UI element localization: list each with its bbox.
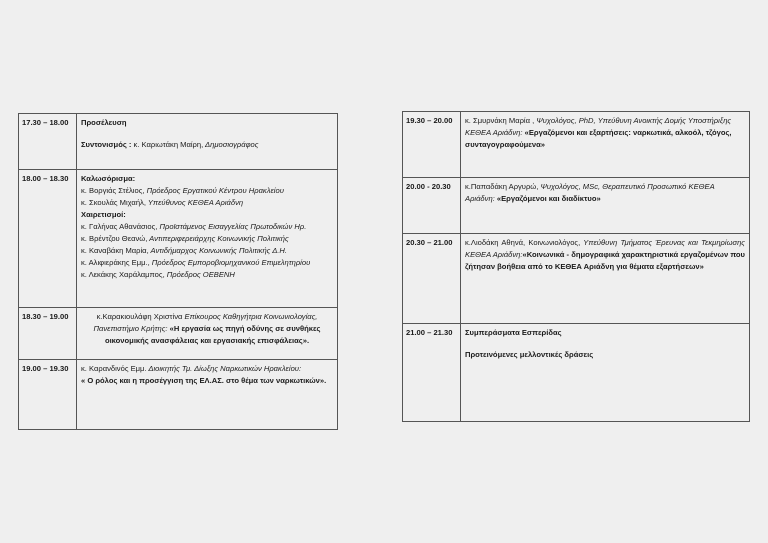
greeting-speaker: κ. Αλιφιεράκης Εμμ., Πρόεδρος Εμποροβιομηχανικού Επιμελητηρίου xyxy=(81,258,311,267)
greetings-heading: Χαιρετισμοί: xyxy=(81,210,126,219)
welcome-heading: Καλωσόρισμα: xyxy=(81,174,136,183)
time-cell: 18.30 – 19.00 xyxy=(19,308,77,360)
greeting-speaker: κ. Καναβάκη Μαρία, Αντιδήμαρχος Κοινωνικής Πολιτικής Δ.Η. xyxy=(81,246,287,255)
session-cell xyxy=(77,114,338,170)
time-cell: 18.00 – 18.30 xyxy=(19,170,77,308)
table-row xyxy=(403,178,750,234)
right-schedule-table xyxy=(402,111,750,422)
session-title: Προσέλευση xyxy=(81,118,127,127)
table-row xyxy=(403,324,750,422)
welcome-speaker: κ. Βοργιάς Στέλιος, Πρόεδρος Εργατικού Κέντρου Ηρακλείου xyxy=(81,186,284,195)
session-cell xyxy=(77,360,338,430)
greeting-speaker: κ. Λεκάκης Χαράλαμπος, Πρόεδρος ΟΕΒΕΝΗ xyxy=(81,270,235,279)
greeting-speaker: κ. Βρέντζου Θεανώ, Αντιπεριφερειάρχης Κοινωνικής Πολιτικής xyxy=(81,234,289,243)
talk-title: « Ο ρόλος και η προσέγγιση της ΕΛ.ΑΣ. στο θέμα των ναρκωτικών». xyxy=(81,376,327,385)
speaker-role: Διοικητής Τμ. Δίωξης Ναρκωτικών Ηρακλείου: xyxy=(146,364,302,373)
session-cell xyxy=(461,234,750,324)
time-cell: 21.00 – 21.30 xyxy=(403,324,461,422)
speaker-name: κ. Σμυρνάκη Μαρία , xyxy=(465,116,535,125)
talk-title: «Η εργασία ως πηγή οδύνης σε συνθήκες οικονομικής ανασφάλειας και εργασιακής επισφάλειας». xyxy=(104,324,321,345)
session-cell xyxy=(77,170,338,308)
table-row xyxy=(19,114,338,170)
left-schedule-table xyxy=(18,113,338,430)
time-cell: 20.00 - 20.30 xyxy=(403,178,461,234)
table-row xyxy=(403,112,750,178)
session-subtitle: Προτεινόμενες μελλοντικές δράσεις xyxy=(465,350,594,359)
speaker-name: κ.Παπαδάκη Αργυρώ, xyxy=(465,182,539,191)
time-cell: 17.30 – 18.00 xyxy=(19,114,77,170)
speaker-role: Υπεύθυνη Τμήματος Έρευνας και Τεκμηρίωσης ΚΕΘΕΑ Αριάδνη: xyxy=(465,238,745,259)
time-cell: 19.30 – 20.00 xyxy=(403,112,461,178)
greeting-speaker: κ. Γαλήνας Αθανάσιος, Προϊστάμενος Εισαγγελίας Πρωτοδικών Ηρ. xyxy=(81,222,307,231)
speaker-name: κ. Καρανδινός Εμμ. xyxy=(81,364,147,373)
talk-title: «Κοινωνικά - δημογραφικά χαρακτηριστικά εργαζομένων που ζήτησαν βοήθεια από το ΚΕΘΕΑ Αριάδνη για θέματα εξαρτήσεων» xyxy=(465,250,745,271)
welcome-speaker: κ. Σκουλάς Μιχαήλ, Υπεύθυνος ΚΕΘΕΑ Αριάδνη xyxy=(81,198,244,207)
time-cell: 19.00 – 19.30 xyxy=(19,360,77,430)
session-cell xyxy=(461,112,750,178)
table-row xyxy=(19,308,338,360)
moderator-line: Συντονισμός : κ. Καριωτάκη Μαίρη, Δημοσιογράφος xyxy=(81,140,259,149)
table-row xyxy=(19,170,338,308)
speaker-role: Ψυχολόγος, PhD, Υπεύθυνη Ανοικτής Δομής Υποστήριξης ΚΕΘΕΑ Αριάδνη: xyxy=(465,116,732,137)
speaker-role: Επίκουρος Καθηγήτρια Κοινωνιολογίας, xyxy=(182,312,318,321)
talk-title: «Εργαζόμενοι και εξαρτήσεις: ναρκωτικά, αλκοόλ, τζόγος, συνταγογραφούμενα» xyxy=(465,128,732,149)
table-row xyxy=(19,360,338,430)
time-cell: 20.30 – 21.00 xyxy=(403,234,461,324)
session-cell xyxy=(77,308,338,360)
speaker-role: Ψυχολόγος, MSc, Θεραπευτικό Προσωπικό ΚΕΘΕΑ Αριάδνη: xyxy=(465,182,715,203)
speaker-name: κ.Καρακιουλάφη Χριστίνα xyxy=(96,312,183,321)
speaker-name: κ.Λιοδάκη Αθηνά, Κοινωνιολόγος, xyxy=(465,238,581,247)
session-cell xyxy=(461,324,750,422)
session-title: Συμπεράσματα Εσπερίδας xyxy=(465,328,562,337)
speaker-role-2: Πανεπιστήμιο Κρήτης: xyxy=(93,324,168,333)
talk-title: «Εργαζόμενοι και διαδίκτυο» xyxy=(494,194,601,203)
table-row xyxy=(403,234,750,324)
session-cell xyxy=(461,178,750,234)
